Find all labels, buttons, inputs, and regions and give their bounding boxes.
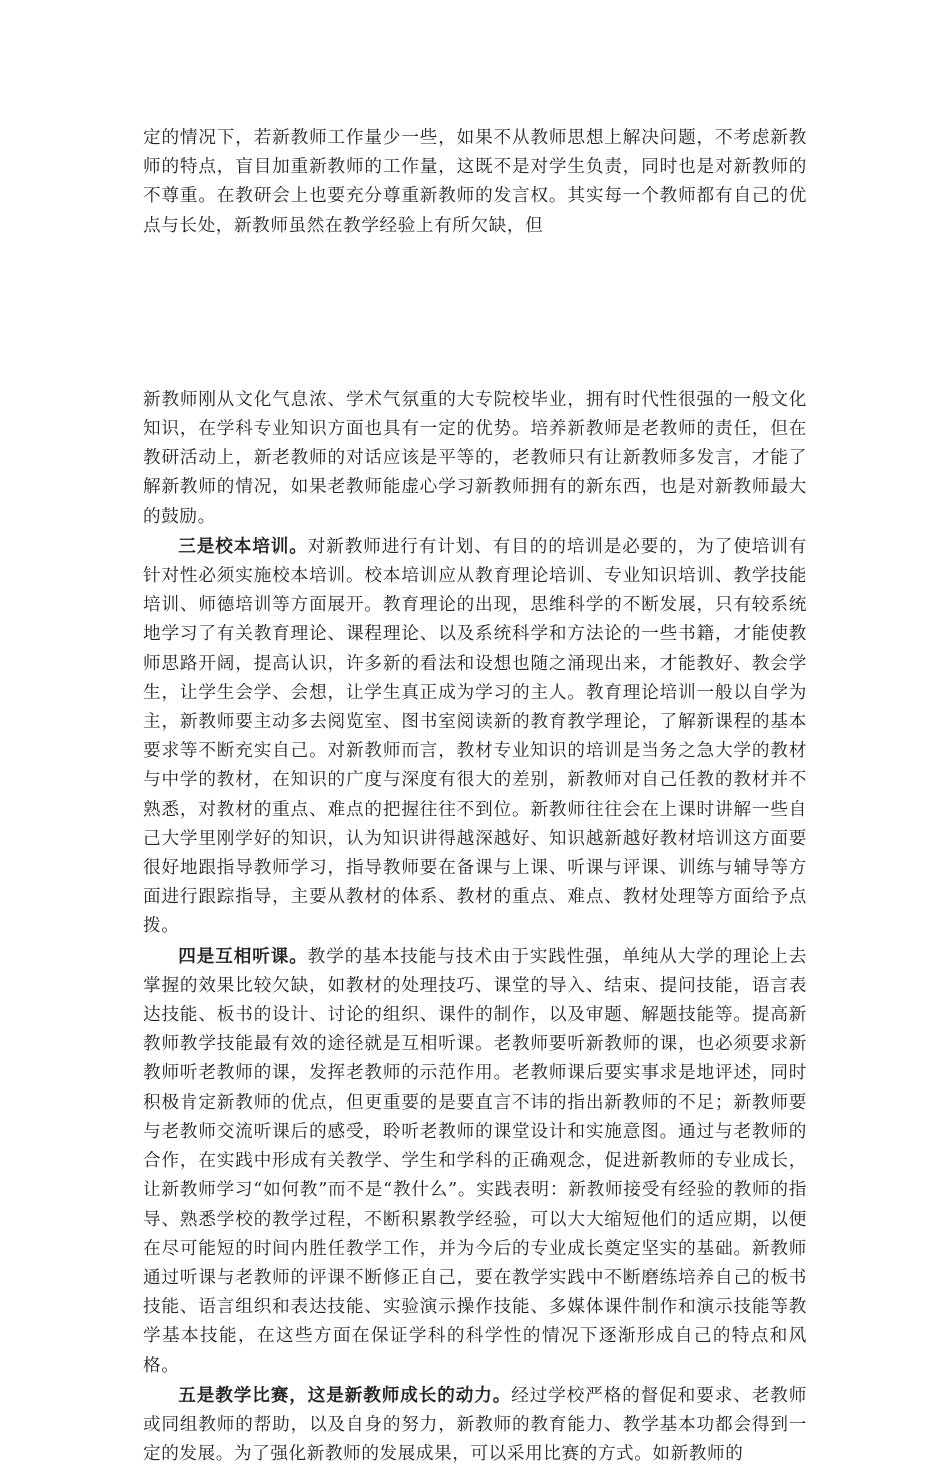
section-text: 经过学校严格的督促和要求、老教师或同组教师的帮助，以及自身的努力，新教师的教育能力、教学基本功都会得到一定的发展。为了强化新教师的发展成果，可以采用比赛的方式。如新教师的: [143, 1385, 807, 1465]
section-text: 教学的基本技能与技术由于实践性强，单纯从大学的理论上去掌握的效果比较欠缺，如教材的处理技巧、课堂的导入、结束、提问技能，语言表达技能、板书的设计、讨论的组织、课件的制作，以及审题、解题技能等。提高新教师教学技能最有效的途径就是互相听课。老教师要听新教师的课，也必须要求新教师听老教师的课，发挥老教师的示范作用。老教师课后要实事求是地评述，同时积极肯定新教师的优点，但更重要的是要直言不讳的指出新教师的不足；新教师要与老教师交流听课后的感受，聆听老教师的课堂设计和实施意图。通过与老教师的合作，在实践中形成有关教学、学生和学科的正确观念，促进新教师的专业成长，让新教师学习“如何教”而不是“教什么”。实践表明：新教师接受有经验的教师的指导、熟悉学校的教学过程，不断积累教学经验，可以大大缩短他们的适应期，以便在尽可能短的时间内胜任教学工作，并为今后的专业成长奠定坚实的基础。新教师通过听课与老教师的评课不断修正自己，要在教学实践中不断磨练培养自己的板书技能、语言组织和表达技能、实验演示操作技能、多媒体课件制作和演示技能等教学基本技能，在这些方面在保证学科的科学性的情况下逐渐形成自己的特点和风格。: [143, 946, 808, 1376]
document-page: [143, 124, 807, 1469]
section-heading: 五是教学比赛，这是新教师成长的动力。: [178, 1384, 512, 1406]
section-heading: 三是校本培训。: [178, 535, 308, 557]
document-body: [143, 124, 807, 1469]
section-text: 对新教师进行有计划、有目的的培训是必要的，为了使培训有针对性必须实施校本培训。校本培训应从教育理论培训、专业知识培训、教学技能培训、师德培训等方面展开。教育理论的出现，思维科学的不断发展，只有较系统地学习了有关教育理论、课程理论、以及系统科学和方法论的一些书籍，才能使教师思路开阔，提高认识，许多新的看法和设想也随之涌现出来，才能教好、教会学生，让学生会学、会想，让学生真正成为学习的主人。教育理论培训一般以自学为主，新教师要主动多去阅览室、图书室阅读新的教育教学理论，了解新课程的基本要求等不断充实自己。对新教师而言，教材专业知识的培训是当务之急大学的教材与中学的教材，在知识的广度与深度有很大的差别，新教师对自己任教的教材并不熟悉，对教材的重点、难点的把握往往不到位。新教师往往会在上课时讲解一些自己大学里刚学好的知识，认为知识讲得越深越好、知识越新越好教材培训这方面要很好地跟指导教师学习，指导教师要在备课与上课、听课与评课、训练与辅导等方面进行跟踪指导，主要从教材的体系、教材的重点、难点、教材处理等方面给予点拨。: [143, 536, 808, 937]
section-teaching-competition: [143, 1381, 807, 1469]
section-school-training: [143, 532, 807, 942]
section-mutual-observation: [143, 942, 807, 1381]
page-break-gap: [143, 241, 807, 386]
paragraph-new-teachers: 新教师刚从文化气息浓、学术气氛重的大专院校毕业，拥有时代性很强的一般文化知识，在学科专业知识方面也具有一定的优势。培养新教师是老教师的责任，但在教研活动上，新老教师的对话应该是平等的，老教师只有让新教师多发言，才能了解新教师的情况，如果老教师能虚心学习新教师拥有的新东西，也是对新教师最大的鼓励。: [143, 389, 807, 527]
section-heading: 四是互相听课。: [178, 945, 308, 967]
paragraph-continuation: 定的情况下，若新教师工作量少一些，如果不从教师思想上解决问题，不考虑新教师的特点，盲目加重新教师的工作量，这既不是对学生负责，同时也是对新教师的不尊重。在教研会上也要充分尊重新教师的发言权。其实每一个教师都有自己的优点与长处，新教师虽然在教学经验上有所欠缺，但: [143, 128, 807, 236]
